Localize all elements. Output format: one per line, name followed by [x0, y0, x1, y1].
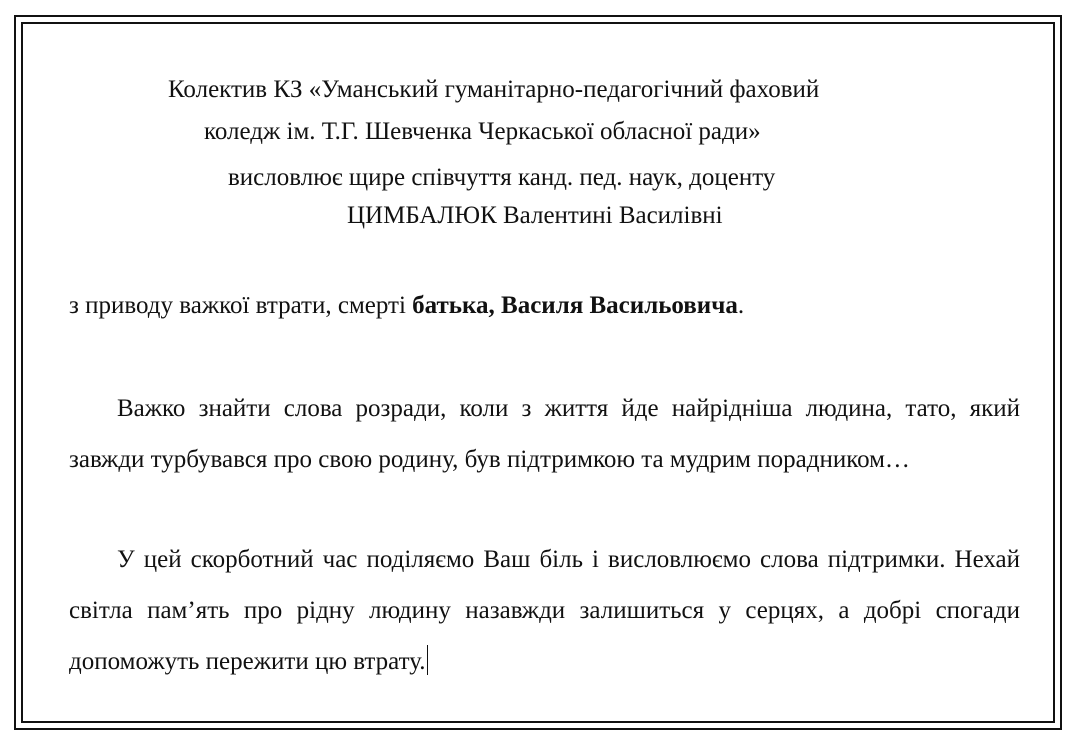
deceased-name: батька, Василя Васильовича	[412, 292, 738, 319]
paragraph-2-text: У цей скорботний час поділяємо Ваш біль і висловлюємо слова підтримки. Нехай світла пам’ять про рідну людину назавжди залишиться у серцях, а добрі спогади допоможуть пережити цю втрату.	[69, 546, 1020, 675]
header-line-4: ЦИМБАЛЮК Валентині Василівні	[347, 202, 723, 229]
paragraph-2	[69, 534, 1020, 687]
text-cursor	[427, 645, 428, 675]
condolence-reason	[69, 290, 744, 322]
header-line-1: Колектив КЗ «Уманський гуманітарно-педагогічний фаховий	[168, 76, 820, 103]
header-line-3: висловлює щире співчуття канд. пед. наук, доценту	[228, 164, 776, 191]
reason-suffix: .	[737, 292, 745, 319]
paragraph-1	[69, 383, 1020, 485]
paragraph-1-text: Важко знайти слова розради, коли з життя йде найрідніша людина, тато, який завжди турбувався про свою родину, був підтримкою та мудрим порадником…	[69, 395, 1020, 473]
reason-prefix: з приводу важкої втрати, смерті	[69, 292, 413, 319]
header-line-2: коледж ім. Т.Г. Шевченка Черкаської обласної ради»	[204, 118, 761, 145]
